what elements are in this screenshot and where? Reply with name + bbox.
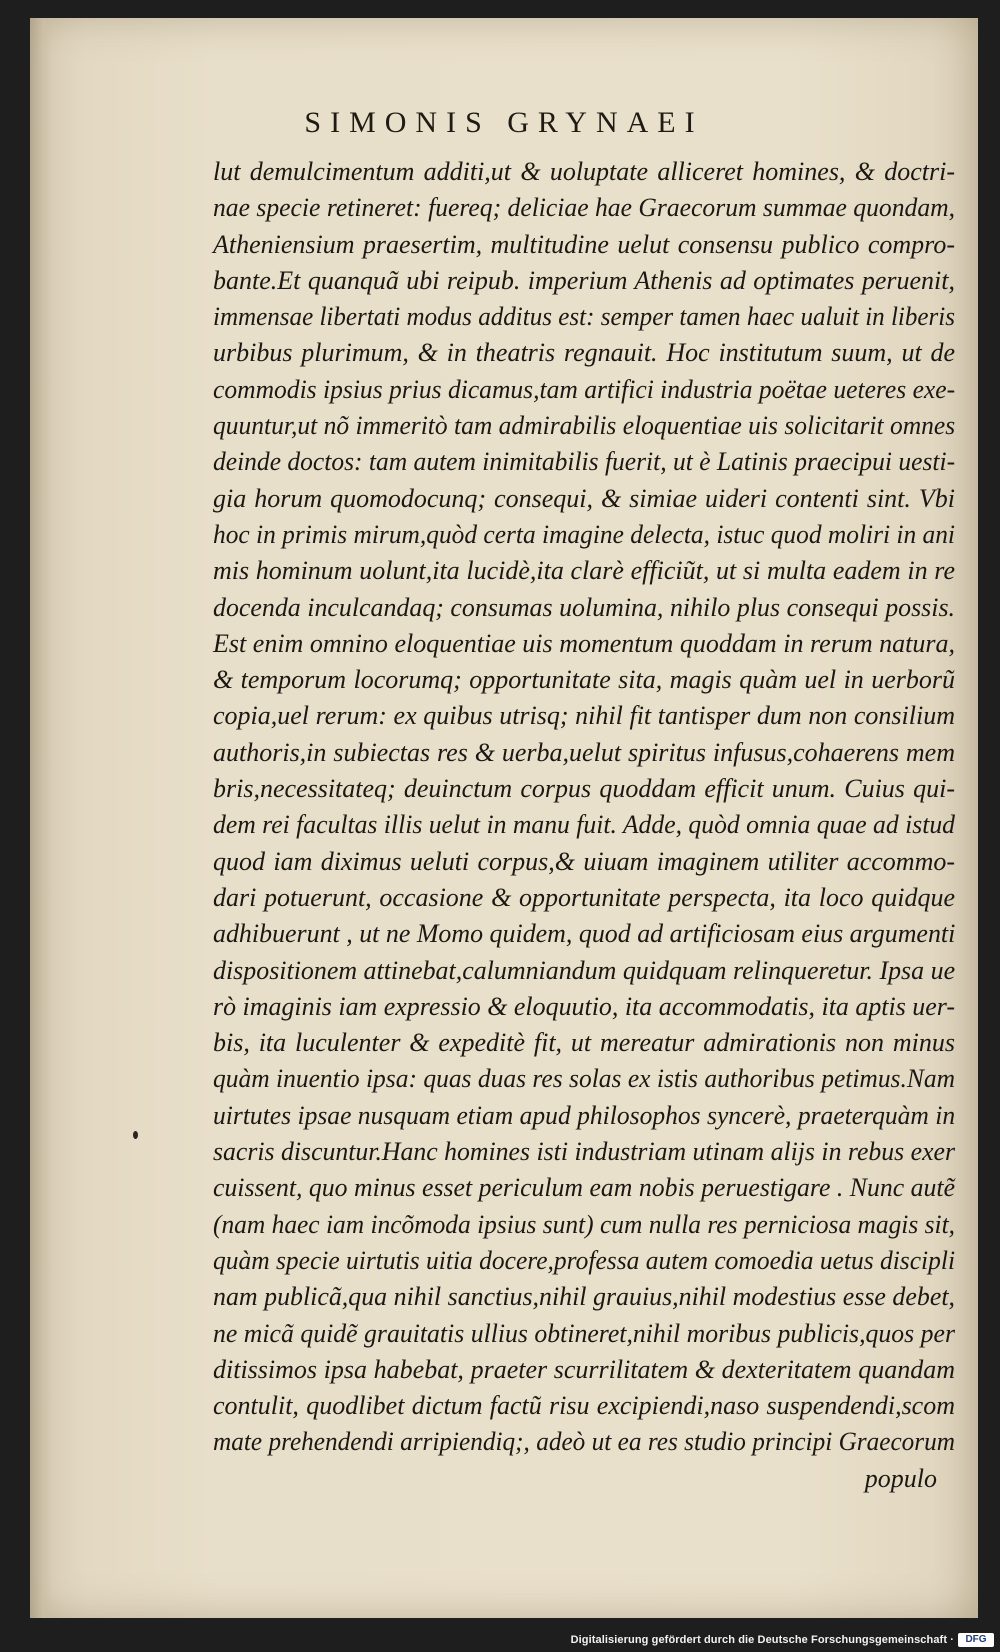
text-line: dari potuerunt, occasione & opportunitate perspecta, ita loco quidque [213, 882, 955, 912]
running-head: SIMONIS GRYNAEI [304, 106, 704, 139]
text-line: gia horum quomodocunq; consequi, & simiae uideri contenti sint. Vbi [213, 483, 955, 513]
text-line: contulit, quodlibet dictum factũ risu excipiendi,naso suspendendi,scom [213, 1391, 955, 1421]
text-line: sacris discuntur.Hanc homines isti industriam utinam alijs in rebus exer [213, 1137, 955, 1167]
text-line: lut demulcimentum additi,ut & uoluptate alliceret homines, & doctri- [213, 157, 955, 186]
text-line: (nam haec iam incõmoda ipsius sunt) cum nulla res perniciosa magis sit, [213, 1209, 955, 1239]
text-line: cuissent, quo minus esset periculum eam nobis peruestigare . Nunc autẽ [213, 1173, 955, 1203]
text-line: mate prehendendi arripiendiq;, adeò ut ea res studio principi Graecorum [213, 1427, 955, 1457]
text-line: Est enim omnino eloquentiae uis momentum quoddam in rerum natura, [213, 628, 955, 658]
book-page [30, 18, 978, 1618]
text-line: ne micã quidẽ grauitatis ullius obtineret,nihil moribus publicis,quos per [213, 1318, 955, 1348]
text-line: docenda inculcandaq; consumas uolumina, nihilo plus consequi possis. [213, 592, 955, 622]
text-line: copia,uel rerum: ex quibus utrisq; nihil fit tantisper dum non consilium [213, 701, 955, 731]
text-line: nam publicã,qua nihil sanctius,nihil grauius,nihil modestius esse debet, [213, 1282, 955, 1312]
text-line: ditissimos ipsa habebat, praeter scurrilitatem & dexteritatem quandam [213, 1354, 955, 1384]
text-line: rò imaginis iam expressio & eloquutio, ita accommodatis, ita aptis uer- [213, 991, 955, 1021]
text-line: authoris,in subiectas res & uerba,uelut spiritus infusus,cohaerens mem [213, 737, 955, 767]
text-line: mis hominum uolunt,ita lucidè,ita clarè efficiũt, ut si multa eadem in re [213, 556, 955, 586]
funding-notice: Digitalisierung gefördert durch die Deutsche Forschungsgemeinschaft · [570, 1634, 954, 1646]
text-line: quuntur,ut nõ immeritò tam admirabilis eloquentiae uis solicitarit omnes [213, 411, 956, 441]
text-line: quàm inuentio ipsa: quas duas res solas ex istis authoribus petimus.Nam [213, 1064, 955, 1094]
text-block [213, 154, 955, 1497]
text-line: uirtutes ipsae nusquam etiam apud philosophos syncerè, praeterquàm in [213, 1100, 956, 1130]
text-line: & temporum locorumq; opportunitate sita, magis quàm uel in uerborũ [213, 665, 955, 695]
dfg-logo: DFG [958, 1633, 994, 1647]
text-line: dispositionem attinebat,calumniandum quidquam relinqueretur. Ipsa ue [213, 955, 956, 985]
text-line: commodis ipsius prius dicamus,tam artifici industria poëtae ueteres exe- [213, 374, 956, 404]
ink-spot [133, 1131, 138, 1139]
text-line: dem rei facultas illis uelut in manu fuit. Adde, quòd omnia quae ad istud [213, 810, 955, 840]
page-gutter-edge [30, 18, 52, 1618]
text-line: bante.Et quanquã ubi reipub. imperium Athenis ad optimates peruenit, [213, 265, 955, 295]
text-line: hoc in primis mirum,quòd certa imagine delecta, istuc quod moliri in ani [213, 519, 955, 549]
text-line: bris,necessitateq; deuinctum corpus quoddam efficit unum. Cuius qui- [213, 774, 955, 804]
text-line: deinde doctos: tam autem inimitabilis fuerit, ut è Latinis praecipui uesti- [213, 447, 956, 477]
text-line: urbibus plurimum, & in theatris regnauit. Hoc institutum suum, ut de [213, 338, 955, 368]
text-line: quod iam diximus ueluti corpus,& uiuam imaginem utiliter accommo- [213, 846, 955, 876]
text-line: quàm specie uirtutis uitia docere,professa autem comoedia uetus discipli [213, 1245, 956, 1275]
text-line: immensae libertati modus additus est: semper tamen haec ualuit in liberis [213, 302, 955, 332]
text-line: bis, ita luculenter & expeditè fit, ut mereatur admirationis non minus [213, 1028, 955, 1058]
text-line: Atheniensium praesertim, multitudine uelut consensu publico compro- [213, 229, 955, 259]
text-line: adhibuerunt , ut ne Momo quidem, quod ad artificiosam eius argumenti [213, 919, 956, 949]
catchword: populo [864, 1463, 937, 1493]
text-line: nae specie retineret: fuereq; deliciae hae Graecorum summae quondam, [213, 193, 956, 223]
